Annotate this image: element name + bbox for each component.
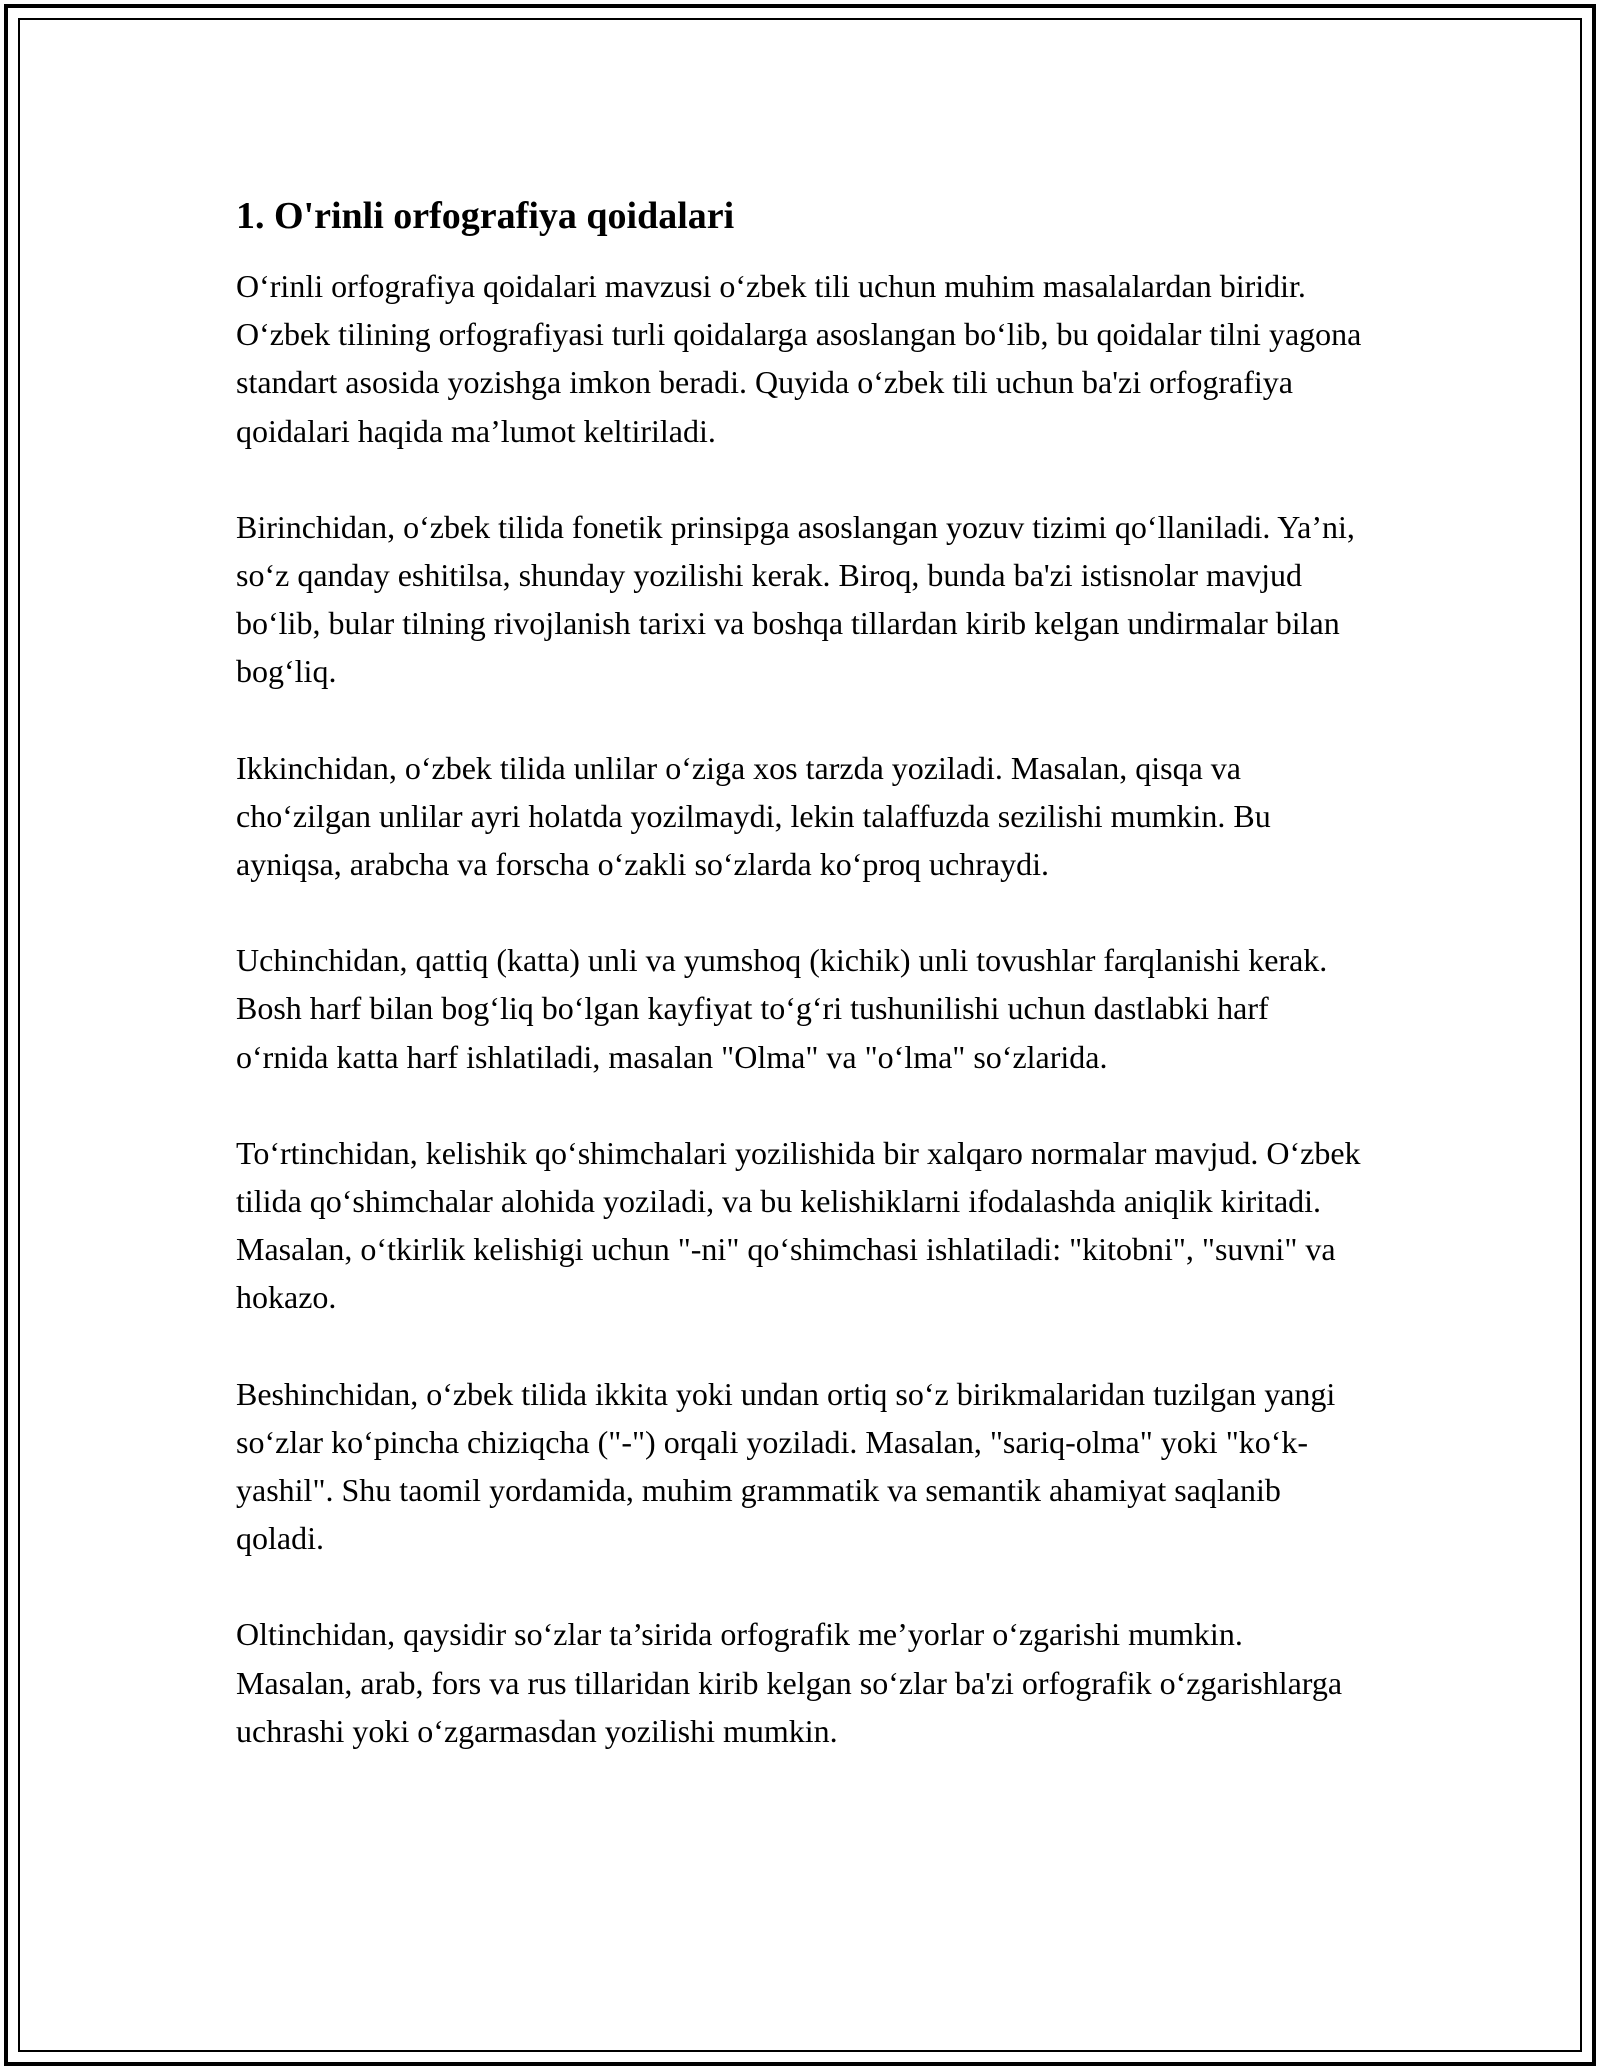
paragraph-second-rule: Ikkinchidan, o‘zbek tilida unlilar o‘ziga xos tarzda yoziladi. Masalan, qisqa va cho‘zilgan unlilar ayri holatda yozilmaydi, lekin talaffuzda sezilishi mumkin. Bu ayniqsa, arabcha va forscha o‘zakli so‘zlarda ko‘proq uchraydi. [236, 749, 1271, 883]
document-body [236, 192, 1366, 1803]
paragraph-third-rule: Uchinchidan, qattiq (katta) unli va yumshoq (kichik) unli tovushlar farqlanishi kerak. Bosh harf bilan bog‘liq bo‘lgan kayfiyat to‘g‘ri tushunilishi uchun dastlabki harf o‘rnida katta harf ishlatiladi, masalan "Olma" va "o‘lma" so‘zlarida. [236, 942, 1328, 1075]
paragraph-fifth-rule: Beshinchidan, o‘zbek tilida ikkita yoki undan ortiq so‘z birikmalaridan tuzilgan yangi so‘zlar ko‘pincha chiziqcha ("-") orqali yoziladi. Masalan, "sariq-olma" yoki "ko‘k-yashil". Shu taomil yordamida, muhim grammatik va semantik ahamiyat saqlanib qoladi. [236, 1375, 1336, 1557]
paragraph-intro: O‘rinli orfografiya qoidalari mavzusi o‘zbek tili uchun muhim masalalardan biridir. O‘zbek tilining orfografiyasi turli qoidalarga asoslangan bo‘lib, bu qoidalar tilni yagona standart asosida yozishga imkon beradi. Quyida o‘zbek tili uchun ba'zi orfografiya qoidalari haqida ma’lumot keltiriladi. [236, 268, 1362, 449]
page-title: 1. O'rinli orfografiya qoidalari [236, 195, 735, 237]
paragraph-first-rule: Birinchidan, o‘zbek tilida fonetik prinsipga asoslangan yozuv tizimi qo‘llaniladi. Ya’ni, so‘z qanday eshitilsa, shunday yozilishi kerak. Biroq, bunda ba'zi istisnolar mavjud bo‘lib, bular tilning rivojlanish tarixi va boshqa tillardan kirib kelgan undirmalar bilan bog‘liq. [236, 508, 1355, 690]
paragraph-fourth-rule: To‘rtinchidan, kelishik qo‘shimchalari yozilishida bir xalqaro normalar mavjud. O‘zbek tilida qo‘shimchalar alohida yoziladi, va bu kelishiklarni ifodalashda aniqlik kiritadi. Masalan, o‘tkirlik kelishigi uchun "-ni" qo‘shimchasi ishlatiladi: "kitobni", "suvni" va hokazo. [236, 1134, 1361, 1316]
paragraph-sixth-rule: Oltinchidan, qaysidir so‘zlar ta’sirida orfografik me’yorlar o‘zgarishi mumkin. Masalan, arab, fors va rus tillaridan kirib kelgan so‘zlar ba'zi orfografik o‘zgarishlarga uchrashi yoki o‘zgarmasdan yozilishi mumkin. [236, 1616, 1343, 1749]
